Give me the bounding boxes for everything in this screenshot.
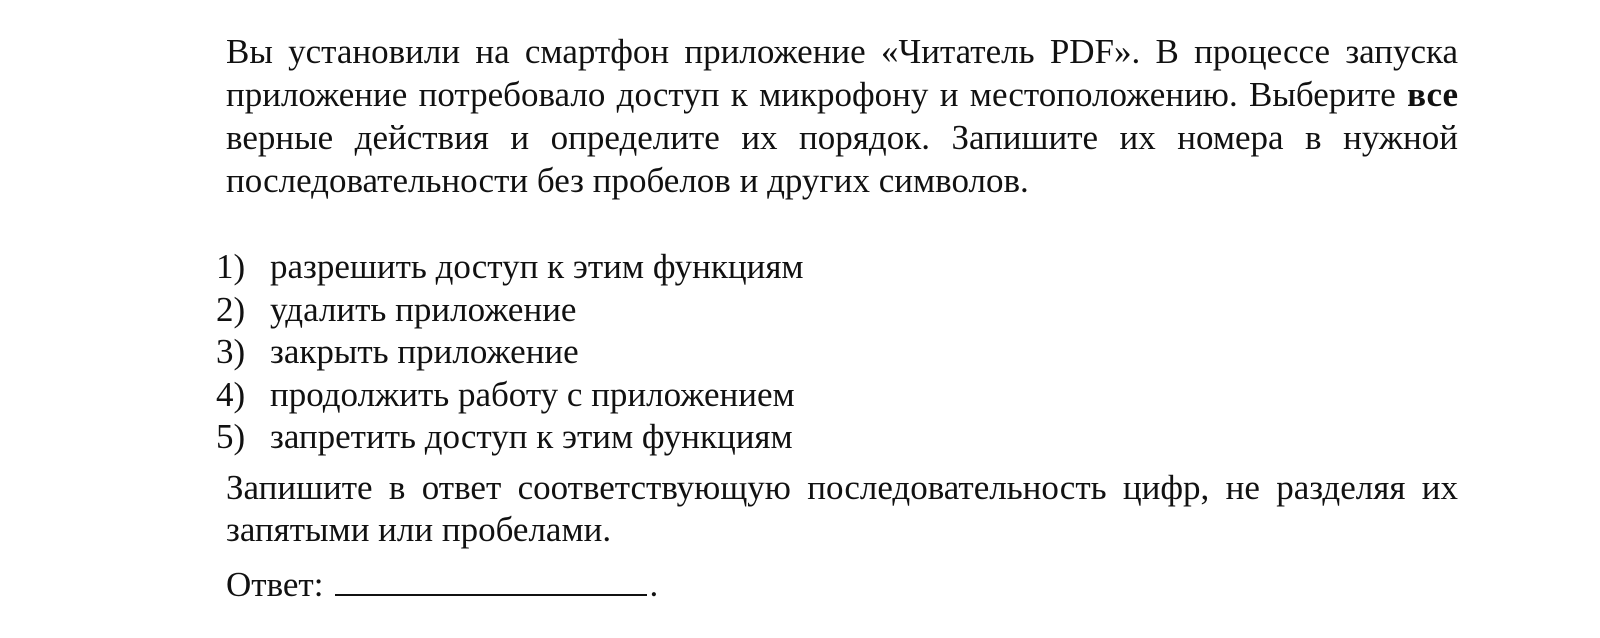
answer-instruction: Запишите в ответ соответствующую последовательность цифр, не разделяя их запятыми или пробелами. <box>226 467 1458 549</box>
option-text: разрешить доступ к этим функциям <box>270 247 804 286</box>
option-item-1 <box>216 246 1458 289</box>
option-item-4 <box>216 374 1458 417</box>
option-item-2 <box>216 289 1458 332</box>
document-page <box>216 30 1458 607</box>
answer-label: Ответ: <box>226 564 324 604</box>
option-text: удалить приложение <box>270 289 577 329</box>
option-text: закрыть приложение <box>270 332 579 371</box>
option-number: 4) <box>216 374 246 414</box>
answer-end-period: . <box>649 564 659 604</box>
answer-options-list <box>216 246 1458 459</box>
option-item-5 <box>216 416 1458 459</box>
answer-row <box>226 563 1458 607</box>
task-text-part1: Вы установили на смартфон приложение «Читатель PDF». В процессе запуска приложение потребовало доступ к микрофону и местоположению. Выберите <box>226 32 1458 114</box>
option-number: 3) <box>216 332 246 371</box>
option-number: 1) <box>216 247 246 286</box>
option-number: 2) <box>216 289 246 329</box>
answer-blank[interactable] <box>335 564 647 596</box>
task-statement <box>226 30 1458 202</box>
option-text: запретить доступ к этим функциям <box>270 417 793 456</box>
task-text-emphasis: все <box>1407 75 1458 114</box>
option-text: продолжить работу с приложением <box>270 374 795 414</box>
option-number: 5) <box>216 417 246 456</box>
option-item-3 <box>216 331 1458 374</box>
task-text-part2: верные действия и определите их порядок. Запишите их номера в нужной последовательности без пробелов и других символов. <box>226 118 1458 200</box>
